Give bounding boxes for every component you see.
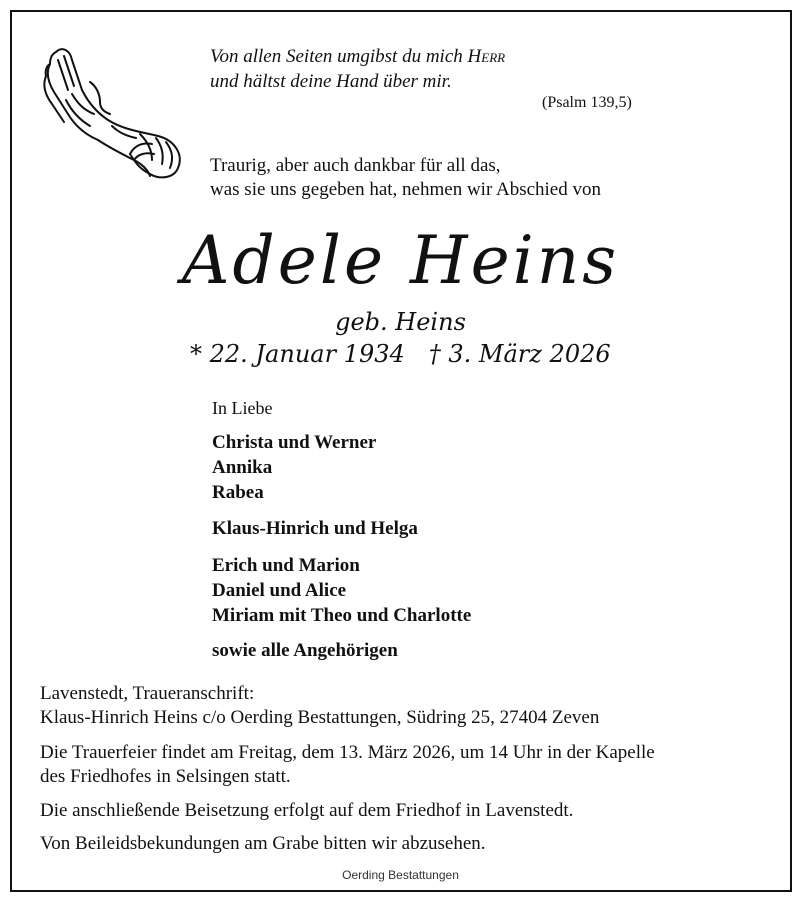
burial-notice: Die anschließende Beisetzung erfolgt auf dem Friedhof in Lavenstedt.	[40, 800, 574, 821]
praying-hands-icon	[38, 42, 188, 182]
death-date: † 3. März 2026	[428, 340, 611, 368]
intro-line-2: was sie uns gegeben hat, nehmen wir Abschied von	[210, 179, 601, 200]
condolence-notice: Von Beileidsbekundungen am Grabe bitten wir abzusehen.	[40, 833, 486, 854]
birth-date: * 22. Januar 1934	[190, 340, 405, 368]
deceased-birth-name: geb. Heins	[335, 308, 466, 336]
deceased-name: Adele Heins	[181, 222, 620, 299]
mourner-name: Rabea	[212, 482, 264, 503]
mourner-group-2	[212, 516, 418, 541]
ceremony-line-1: Die Trauerfeier findet am Freitag, dem 13. März 2026, um 14 Uhr in der Kapelle	[40, 742, 655, 763]
mourner-group-4	[212, 638, 398, 663]
verse-reference: (Psalm 139,5)	[542, 94, 632, 111]
funeral-service-notice	[40, 741, 655, 789]
mourner-name: Daniel und Alice	[212, 580, 347, 601]
mourner-name: Christa und Werner	[212, 432, 377, 453]
verse-line-2: und hältst deine Hand über mir.	[210, 71, 452, 92]
mourner-group-1	[212, 430, 376, 505]
mourner-group-3	[212, 553, 471, 628]
address-line-1: Lavenstedt, Traueranschrift:	[40, 683, 255, 704]
mourner-name: sowie alle Angehörigen	[212, 640, 398, 661]
bible-verse	[210, 44, 505, 94]
mourner-name: Annika	[212, 457, 273, 478]
ceremony-line-2: des Friedhofes in Selsingen statt.	[40, 766, 291, 787]
life-dates	[190, 340, 611, 368]
mourner-name: Miriam mit Theo und Charlotte	[212, 605, 472, 626]
mourners-heading: In Liebe	[212, 398, 273, 418]
intro-line-1: Traurig, aber auch dankbar für all das,	[210, 155, 501, 176]
mourner-name: Klaus-Hinrich und Helga	[212, 518, 418, 539]
verse-line-1: Von allen Seiten umgibst du mich Herr	[210, 46, 506, 67]
address-line-2: Klaus-Hinrich Heins c/o Oerding Bestattungen, Südring 25, 27404 Zeven	[40, 707, 600, 728]
mourner-name: Erich und Marion	[212, 555, 360, 576]
verse-lord: Herr	[467, 46, 506, 67]
intro-text	[210, 154, 601, 202]
mourning-address	[40, 682, 599, 730]
undertaker-credit: Oerding Bestattungen	[342, 868, 459, 882]
